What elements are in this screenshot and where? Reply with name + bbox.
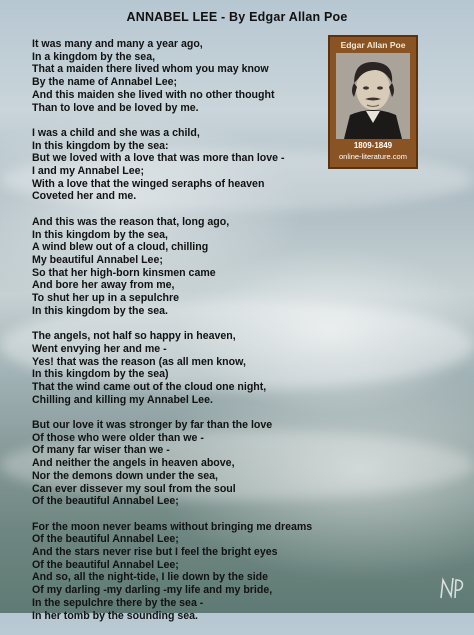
poem-line: Coveted her and me.	[32, 190, 137, 203]
poem-line: That the wind came out of the cloud one night,	[32, 380, 267, 393]
poem-stanza	[32, 330, 332, 406]
poem-line: With a love that the winged seraphs of heaven	[32, 177, 265, 190]
poem-stanza	[32, 521, 332, 623]
poem-stanza	[32, 419, 332, 508]
poem-line: And the stars never rise but I feel the bright eyes	[32, 546, 278, 559]
poem-line: And neither the angels in heaven above,	[32, 457, 235, 470]
portrait-years: 1809-1849	[353, 141, 393, 150]
poem-line: Of many far wiser than we -	[32, 444, 170, 457]
portrait-site: online-literature.com	[339, 152, 407, 161]
poem-line: Of those who were older than we -	[32, 431, 204, 444]
poem-line: In this kingdom by the sea.	[32, 304, 168, 317]
poem-line: And this was the reason that, long ago,	[32, 215, 230, 228]
poem-line: Went envying her and me -	[32, 342, 167, 355]
poem-line: My beautiful Annabel Lee;	[32, 253, 163, 266]
poem-stanza	[32, 216, 332, 318]
poem-line: In her tomb by the sounding sea.	[32, 609, 198, 622]
poem-line: To shut her up in a sepulchre	[32, 292, 179, 305]
poem-line: That a maiden there lived whom you may know	[32, 63, 269, 76]
poem-line: In this kingdom by the sea)	[32, 368, 169, 381]
poem-line: But we loved with a love that was more than love -	[32, 152, 285, 165]
author-portrait-card	[328, 35, 418, 169]
poem-line: By the name of Annabel Lee;	[32, 76, 178, 89]
poem-line: Than to love and be loved by me.	[32, 101, 199, 114]
portrait-name: Edgar Allan Poe	[340, 40, 406, 50]
page-title: ANNABEL LEE - By Edgar Allan Poe	[126, 10, 348, 24]
poem-line: I was a child and she was a child,	[32, 126, 200, 139]
poem-line: In a kingdom by the sea,	[32, 50, 156, 63]
poem-line: And so, all the night-tide, I lie down by the side	[32, 571, 269, 584]
poem-line: A wind blew out of a cloud, chilling	[32, 241, 209, 254]
poem-line: In the sepulchre there by the sea -	[32, 596, 204, 609]
poem-line: But our love it was stronger by far than the love	[32, 419, 273, 432]
poem-line: So that her high-born kinsmen came	[32, 266, 216, 279]
poem-line: Chilling and killing my Annabel Lee.	[32, 393, 213, 406]
poem-line: I and my Annabel Lee;	[32, 165, 145, 178]
poem-line: It was many and many a year ago,	[32, 38, 203, 50]
artist-signature-mark	[438, 572, 466, 602]
poem-line: For the moon never beams without bringing me dreams	[32, 520, 313, 533]
poem-line: In this kingdom by the sea,	[32, 228, 168, 241]
poem-line: Can ever dissever my soul from the soul	[32, 482, 236, 495]
poem-line: And bore her away from me,	[32, 279, 175, 292]
poem-stanza	[32, 38, 332, 114]
poem-line: The angels, not half so happy in heaven,	[32, 330, 236, 343]
poem-line: In this kingdom by the sea:	[32, 139, 169, 152]
poem-line: Nor the demons down under the sea,	[32, 469, 219, 482]
poem-line: Of the beautiful Annabel Lee;	[32, 533, 179, 546]
poem-line: Of the beautiful Annabel Lee;	[32, 558, 179, 571]
poem-line: Of my darling -my darling -my life and my bride,	[32, 584, 273, 597]
poem-stanza	[32, 127, 332, 203]
poem-line: Of the beautiful Annabel Lee;	[32, 495, 179, 508]
author-portrait-image	[336, 53, 410, 139]
poem-line: Yes! that was the reason (as all men know,	[32, 355, 246, 368]
poem-body	[32, 38, 332, 635]
poem-line: And this maiden she lived with no other thought	[32, 88, 275, 101]
